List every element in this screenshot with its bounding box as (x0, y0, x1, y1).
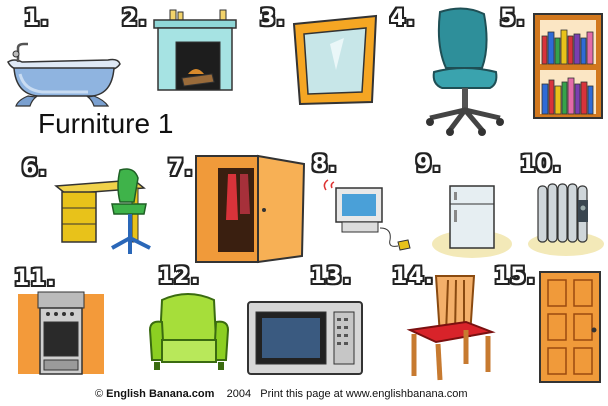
page-title: Furniture 1 (38, 108, 174, 139)
wardrobe-icon (192, 150, 308, 266)
item-number-14: 14. (392, 264, 434, 289)
item-number-1: 1. (24, 6, 50, 31)
item-number-10: 10. (520, 152, 562, 177)
item-number-9: 9. (416, 152, 442, 177)
brand-name: English Banana.com (106, 388, 215, 400)
item-number-3: 3. (260, 6, 286, 31)
bathtub-icon (4, 40, 124, 110)
footer-year: 2004 (226, 388, 252, 400)
item-number-12: 12. (158, 264, 200, 289)
item-number-15: 15. (494, 264, 536, 289)
office-chair-icon (420, 6, 510, 138)
microwave-icon (246, 300, 364, 378)
armchair-icon (148, 290, 230, 376)
item-number-2: 2. (122, 6, 148, 31)
item-number-11: 11. (14, 266, 56, 291)
computer-icon (320, 178, 414, 252)
door-icon (538, 270, 602, 384)
item-number-13: 13. (310, 264, 352, 289)
dining-chair-icon (400, 272, 500, 382)
bookcase-icon (532, 12, 604, 120)
footer (95, 388, 468, 400)
heater-icon (526, 178, 606, 258)
item-number-6: 6. (22, 156, 48, 181)
refrigerator-icon (430, 180, 514, 260)
mirror-icon (290, 14, 380, 106)
stove-icon (18, 290, 104, 378)
item-number-7: 7. (168, 156, 194, 181)
item-number-5: 5. (500, 6, 526, 31)
copyright-symbol: © (95, 388, 104, 400)
desk-icon (54, 166, 164, 260)
fireplace-icon (152, 8, 238, 92)
footer-text: Print this page at www.englishbanana.com (260, 388, 468, 400)
item-number-8: 8. (312, 152, 338, 177)
item-number-4: 4. (390, 6, 416, 31)
